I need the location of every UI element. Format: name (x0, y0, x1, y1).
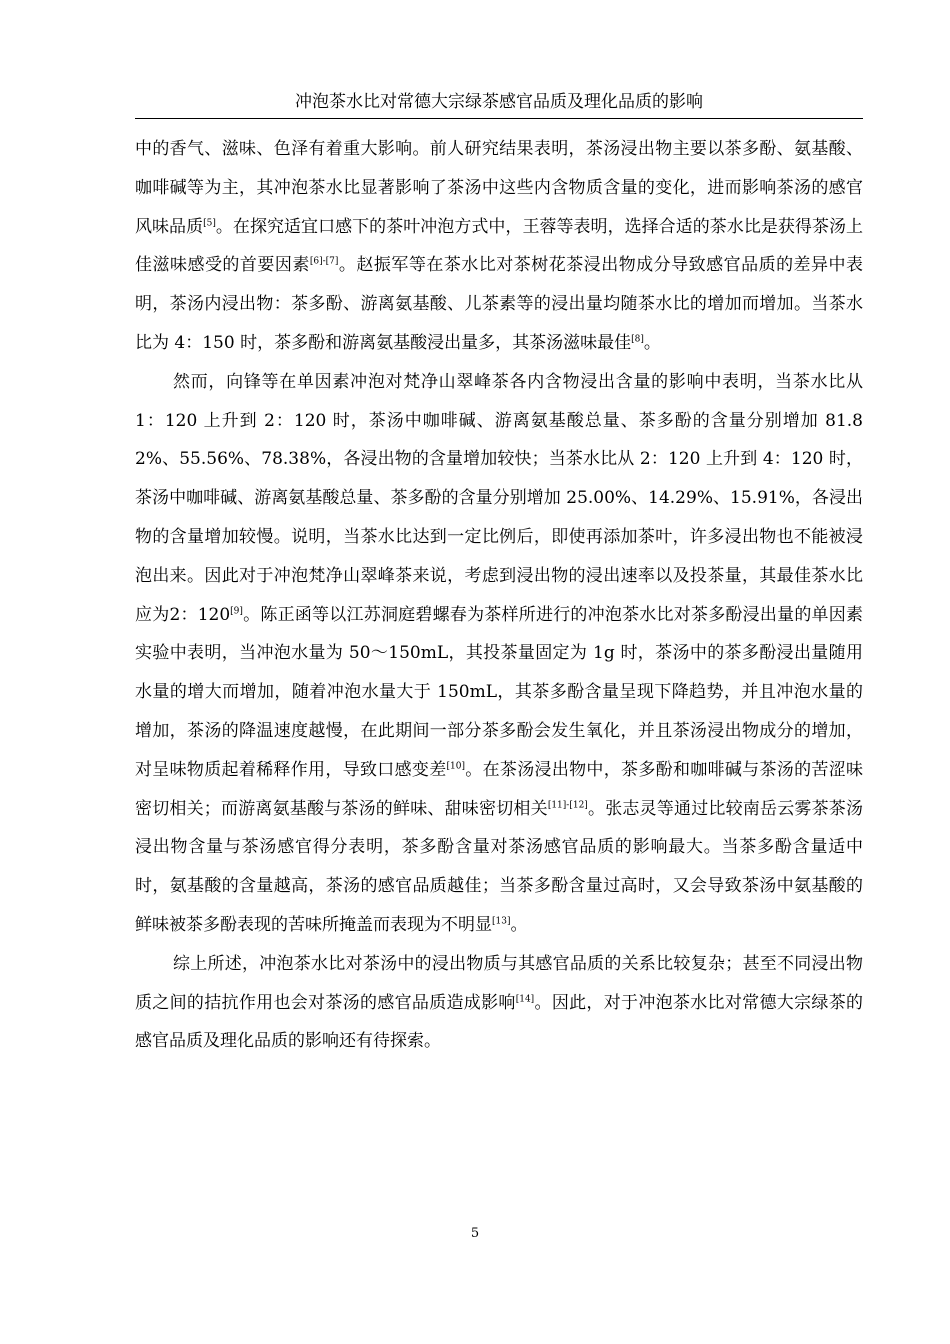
citation-ref: [9] (230, 605, 243, 616)
text-run: 。赵振军等在茶水比对茶树花茶浸出物成分导致感官品质的差异中表明，茶汤内浸出物：茶多酚、游离氨基酸、儿茶素等的浸出量均随茶水比的增加而增加。当茶水比为 4：150 时，茶多酚和游离氨基酸浸出量多，其茶汤滋味最佳 (135, 255, 864, 353)
running-title: 冲泡茶水比对常德大宗绿茶感官品质及理化品质的影响 (295, 92, 703, 112)
text-run: 综上所述，冲泡茶水比对茶汤中的浸出物质与其感官品质的关系比较复杂；甚至不同浸出物质之间的拮抗作用也会对茶汤的感官品质造成影响 (135, 953, 863, 1013)
citation-ref: [5] (203, 217, 216, 228)
text-run: 。张志灵等通过比较南岳云雾茶茶汤浸出物含量与茶汤感官得分表明，茶多酚含量对茶汤感官品质的影响最大。当茶多酚含量适中时，氨基酸的含量越高，茶汤的感官品质越佳；当茶多酚含量过高时，又会导致茶汤中氨基酸的鲜味被茶多酚表现的苦味所掩盖而表现为不明显 (135, 798, 864, 935)
text-run: 。因此，对于冲泡茶水比对常德大宗绿茶的感官品质及理化品质的影响还有待探索。 (135, 992, 864, 1052)
page-header (135, 90, 863, 119)
paragraph-1 (135, 130, 863, 363)
text-run: 。在茶汤浸出物中，茶多酚和咖啡碱与茶汤的苦涩味密切相关；而游离氨基酸与茶汤的鲜味、甜味密切相关 (135, 759, 864, 819)
citation-ref: [14] (515, 993, 535, 1004)
citation-ref: [6]-[7] (309, 256, 339, 267)
paragraph-3 (135, 945, 863, 1061)
citation-ref: [13] (492, 916, 511, 927)
citation-ref: [10] (446, 761, 465, 772)
text-run: 。在探究适宜口感下的茶叶冲泡方式中，王蓉等表明，选择合适的茶水比是获得茶汤上佳滋味感受的首要因素 (135, 216, 864, 276)
citation-ref: [8] (631, 334, 644, 345)
paragraph-2 (135, 363, 863, 945)
page-number: 5 (470, 1226, 480, 1241)
page-body (135, 130, 863, 1061)
text-run: 中的香气、滋味、色泽有着重大影响。前人研究结果表明，茶汤浸出物主要以茶多酚、氨基酸、咖啡碱等为主，其冲泡茶水比显著影响了茶汤中这些内含物质含量的变化，进而影响茶汤的感官风味品质 (135, 139, 863, 237)
text-run: 。 (510, 914, 528, 935)
text-run: 。 (643, 332, 661, 353)
text-run: 然而，向锋等在单因素冲泡对梵净山翠峰茶各内含物浸出含量的影响中表明，当茶水比从 1：120 上升到 2：120 时，茶汤中咖啡碱、游离氨基酸总量、茶多酚的含量分别增加 81.82%、55.56%、78.38%，各浸出物的含量增加较快；当茶水比从 2：120 上升到 4：120 时，茶汤中咖啡碱、游离氨基酸总量、茶多酚的含量分别增加 25.00%、14.29%、15.91%，各浸出物的含量增加较慢。说明，当茶水比达到一定比例后，即使再添加茶叶，许多浸出物也不能被浸泡出来。因此对于冲泡梵净山翠峰茶来说，考虑到浸出物的浸出速率以及投茶量，其最佳茶水比应为2：120 (135, 371, 863, 625)
citation-ref: [11]-[12] (547, 799, 588, 810)
text-run: 。陈正函等以江苏洞庭碧螺春为茶样所进行的冲泡茶水比对茶多酚浸出量的单因素实验中表明，当冲泡水量为 50～150mL，其投茶量固定为 1g 时，茶汤中的茶多酚浸出量随用水量的增大而增加，随着冲泡水量大于 150mL，其茶多酚含量呈现下降趋势，并且冲泡水量的增加，茶汤的降温速度越慢，在此期间一部分茶多酚会发生氧化，并且茶汤浸出物成分的增加，对呈味物质起着稀释作用，导致口感变差 (135, 604, 864, 780)
